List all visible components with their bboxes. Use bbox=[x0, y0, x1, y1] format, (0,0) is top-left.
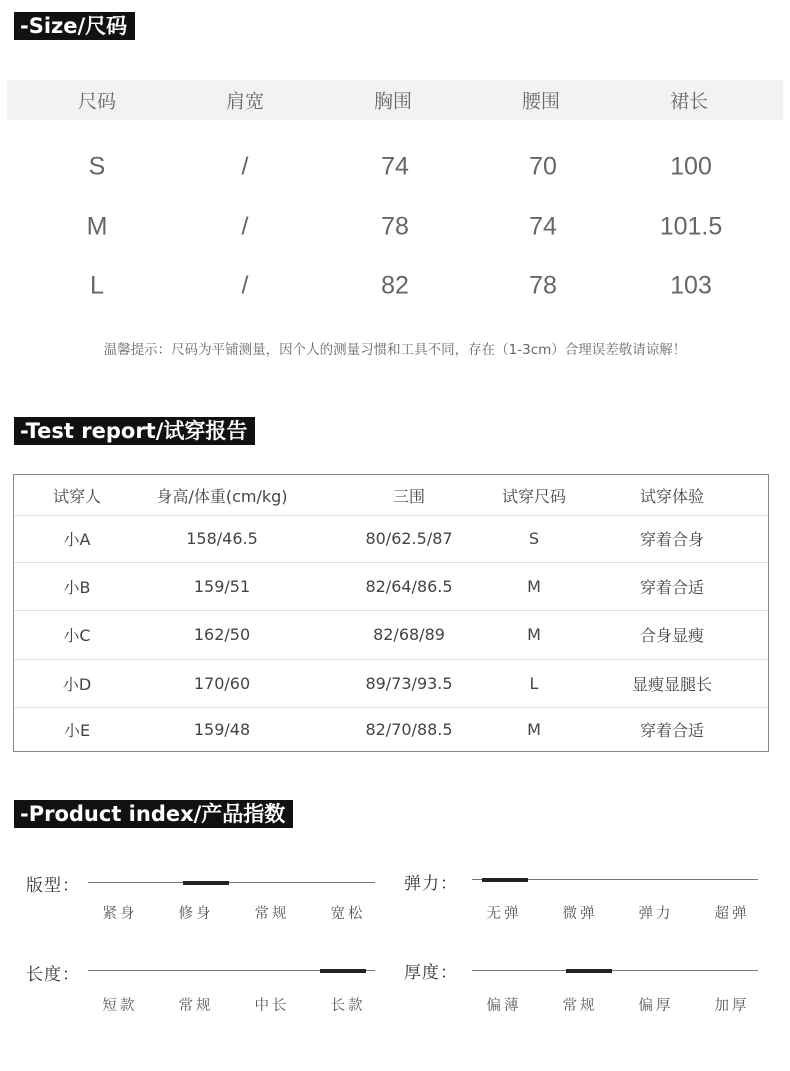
size-cell: / bbox=[241, 212, 249, 241]
test-report-table bbox=[13, 474, 769, 752]
size-section-title: -Size/尺码 bbox=[14, 12, 135, 40]
test-report-cell: 82/64/86.5 bbox=[365, 576, 453, 596]
index-option: 常规 bbox=[254, 906, 290, 922]
row-divider bbox=[14, 610, 768, 611]
index-option: 无弹 bbox=[486, 906, 522, 922]
size-header-cell: 裙长 bbox=[669, 90, 709, 113]
test-report-cell: S bbox=[528, 529, 540, 548]
test-report-row bbox=[14, 707, 768, 751]
index-option: 中长 bbox=[254, 998, 290, 1014]
test-report-cell: 小E bbox=[63, 720, 91, 740]
index-selected-marker bbox=[320, 969, 366, 973]
test-report-header-cell: 试穿人 bbox=[52, 486, 102, 506]
test-report-cell: 小D bbox=[62, 674, 92, 694]
size-header-cell: 腰围 bbox=[521, 90, 561, 113]
index-option: 常规 bbox=[562, 998, 598, 1014]
index-option: 长款 bbox=[330, 998, 366, 1014]
size-cell: L bbox=[90, 271, 104, 300]
index-option: 常规 bbox=[178, 998, 214, 1014]
size-cell: / bbox=[241, 152, 249, 181]
index-selected-marker bbox=[566, 969, 612, 973]
test-report-section-title: -Test report/试穿报告 bbox=[14, 417, 255, 445]
test-report-cell: 穿着合适 bbox=[639, 720, 705, 740]
size-cell: S bbox=[88, 152, 106, 181]
test-report-cell: 159/48 bbox=[193, 719, 251, 739]
index-selected-marker bbox=[482, 878, 528, 882]
row-divider bbox=[14, 707, 768, 708]
test-report-cell: 82/70/88.5 bbox=[365, 719, 453, 739]
test-report-row bbox=[14, 659, 768, 707]
test-report-cell: L bbox=[529, 673, 539, 693]
size-row bbox=[7, 142, 783, 192]
index-option: 加厚 bbox=[714, 998, 750, 1014]
test-report-cell: 170/60 bbox=[193, 673, 251, 693]
index-label: 版型： bbox=[26, 876, 80, 896]
index-option: 超弹 bbox=[714, 906, 750, 922]
row-divider bbox=[14, 515, 768, 516]
size-cell: 82 bbox=[381, 271, 409, 300]
index-selected-marker bbox=[183, 881, 229, 885]
size-cell: 74 bbox=[529, 212, 557, 241]
size-measure-note: 温馨提示：尺码为平铺测量，因个人的测量习惯和工具不同，存在（1-3cm）合理误差敬请谅解！ bbox=[103, 342, 687, 358]
test-report-header-cell: 身高/体重(cm/kg) bbox=[156, 486, 288, 506]
test-report-cell: M bbox=[527, 719, 541, 739]
test-report-cell: 小B bbox=[63, 577, 91, 597]
test-report-row bbox=[14, 610, 768, 659]
product-index-section-title: -Product index/产品指数 bbox=[14, 800, 293, 828]
index-option: 短款 bbox=[102, 998, 138, 1014]
size-cell: 78 bbox=[381, 212, 409, 241]
index-label: 长度： bbox=[26, 965, 80, 985]
test-report-cell: 显瘦显腿长 bbox=[631, 674, 713, 694]
index-option: 偏厚 bbox=[638, 998, 674, 1014]
size-cell: 70 bbox=[529, 152, 557, 181]
test-report-cell: 159/51 bbox=[193, 576, 251, 596]
index-label: 弹力： bbox=[404, 874, 458, 894]
index-option: 宽松 bbox=[330, 906, 366, 922]
test-report-header-cell: 试穿尺码 bbox=[501, 486, 567, 506]
row-divider bbox=[14, 562, 768, 563]
test-report-cell: M bbox=[527, 625, 541, 644]
size-header-cell: 尺码 bbox=[77, 90, 117, 113]
test-report-cell: 穿着合身 bbox=[639, 530, 705, 549]
test-report-cell: 小C bbox=[63, 626, 91, 645]
size-header-cell: 胸围 bbox=[373, 90, 413, 113]
size-cell: 78 bbox=[529, 271, 557, 300]
size-row bbox=[7, 202, 783, 252]
index-option: 修身 bbox=[178, 906, 214, 922]
test-report-cell: 合身显瘦 bbox=[639, 626, 705, 645]
size-header-cell: 肩宽 bbox=[225, 90, 265, 113]
size-table-header bbox=[7, 80, 783, 120]
test-report-header bbox=[14, 475, 768, 515]
test-report-cell: 162/50 bbox=[193, 625, 251, 644]
test-report-row bbox=[14, 562, 768, 610]
test-report-cell: 89/73/93.5 bbox=[365, 673, 453, 693]
test-report-cell: 158/46.5 bbox=[186, 529, 258, 548]
index-option: 紧身 bbox=[102, 906, 138, 922]
test-report-cell: M bbox=[527, 576, 541, 596]
index-scale-line bbox=[88, 882, 375, 883]
test-report-header-cell: 试穿体验 bbox=[639, 486, 705, 506]
test-report-header-cell: 三围 bbox=[392, 486, 426, 506]
size-row bbox=[7, 261, 783, 311]
index-option: 弹力 bbox=[638, 906, 674, 922]
size-cell: M bbox=[86, 212, 108, 241]
index-label: 厚度： bbox=[404, 963, 458, 983]
test-report-cell: 小A bbox=[63, 530, 91, 549]
index-option: 偏薄 bbox=[486, 998, 522, 1014]
size-cell: 74 bbox=[381, 152, 409, 181]
size-cell: 103 bbox=[670, 271, 712, 300]
test-report-cell: 穿着合适 bbox=[639, 577, 705, 597]
test-report-cell: 82/68/89 bbox=[373, 625, 445, 644]
index-scale-line bbox=[472, 970, 758, 971]
size-cell: / bbox=[241, 271, 249, 300]
test-report-cell: 80/62.5/87 bbox=[365, 529, 453, 548]
test-report-row bbox=[14, 515, 768, 562]
size-cell: 100 bbox=[670, 152, 712, 181]
size-cell: 101.5 bbox=[659, 212, 723, 241]
index-option: 微弹 bbox=[562, 906, 598, 922]
row-divider bbox=[14, 659, 768, 660]
